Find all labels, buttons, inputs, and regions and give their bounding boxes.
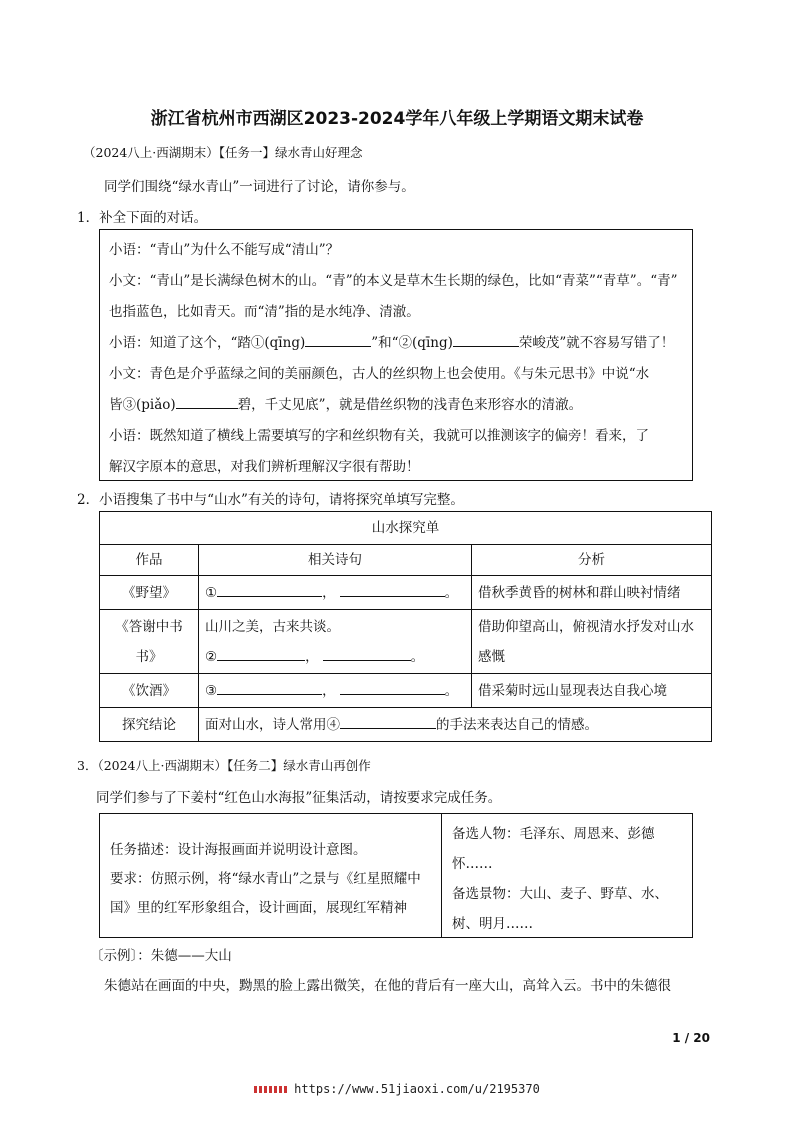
task-requirement: 要求：仿照示例，将“绿水青山”之景与《红星照耀中 <box>110 871 421 887</box>
q1-prompt: 补全下面的对话。 <box>99 210 208 226</box>
q1-number: 1． <box>77 210 100 226</box>
q2-number: 2． <box>77 492 100 508</box>
header-work: 作品 <box>100 545 199 576</box>
analysis-cell: 借秋季黄昏的树林和群山映衬情绪 <box>472 576 712 610</box>
task1-intro: 同学们围绕“绿水青山”一词进行了讨论，请你参与。 <box>104 179 415 195</box>
answer-blank-5a[interactable] <box>217 646 305 661</box>
table-row <box>100 610 712 674</box>
work-cell: 《野望》 <box>100 576 199 610</box>
site-logo-icon <box>254 1086 288 1093</box>
q3-intro: 同学们参与了下姜村“红色山水海报”征集活动，请按要求完成任务。 <box>96 790 502 806</box>
table-header-row <box>100 545 712 576</box>
example-text: 朱德站在画面的中央，黝黑的脸上露出微笑，在他的背后有一座大山，高耸入云。书中的朱德很 <box>104 978 671 994</box>
q3-header: （2024八上·西湖期末）【任务二】绿水青山再创作 <box>97 758 371 773</box>
analysis-cell: 借采菊时远山显现表达自我心境 <box>472 674 712 708</box>
explore-table <box>99 511 712 742</box>
q2-prompt: 小语搜集了书中与“山水”有关的诗句，请将探究单填写完整。 <box>99 492 464 508</box>
table-row <box>100 674 712 708</box>
footer-link[interactable] <box>0 1082 794 1096</box>
q2-label <box>77 488 464 508</box>
analysis-cell: 借助仰望高山，俯视清水抒发对山水感慨 <box>472 610 712 674</box>
table-row <box>100 708 712 742</box>
dialogue-line: 小文：青色是介乎蓝绿之间的美丽颜色，古人的丝织物上也会使用。《与朱元思书》中说“水 <box>109 366 650 382</box>
candidate-scenery: 备选景物：大山、麦子、野草、水、 <box>452 886 668 902</box>
answer-blank-4b[interactable] <box>340 582 445 597</box>
answer-blank-6b[interactable] <box>340 680 445 695</box>
task-description: 任务描述：设计海报画面并说明设计意图。 <box>110 842 367 858</box>
dialogue-line: 小文：“青山”是长满绿色树木的山。“青”的本义是草木生长期的绿色，比如“青菜”“青草”。“青” <box>109 273 678 289</box>
dialogue-line: 也指蓝色，比如青天。而“清”指的是水纯净、清澈。 <box>109 304 420 320</box>
poster-task-box <box>99 813 693 938</box>
verse-cell: 山川之美，古来共谈。 ② ， 。 <box>199 610 472 674</box>
page-title: 浙江省杭州市西湖区2023-2024学年八年级上学期语文期末试卷 <box>150 109 644 129</box>
dialogue-box <box>99 229 693 481</box>
q3-label <box>77 756 371 774</box>
candidate-people: 怀…… <box>452 856 493 872</box>
answer-blank-7[interactable] <box>340 714 436 729</box>
candidate-scenery: 树、明月…… <box>452 916 533 932</box>
verse-cell: ③ ， 。 <box>199 674 472 708</box>
page-number: 1 / 20 <box>672 1031 710 1045</box>
box-divider <box>441 814 442 937</box>
conclusion-label: 探究结论 <box>100 708 199 742</box>
dialogue-line: 小语：“青山”为什么不能写成“清山”？ <box>109 242 340 258</box>
verse-cell: ① ， 。 <box>199 576 472 610</box>
table-title: 山水探究单 <box>100 512 712 545</box>
task1-header: （2024八上·西湖期末）【任务一】绿水青山好理念 <box>83 145 363 160</box>
task-requirement: 国》里的红军形象组合，设计画面，展现红军精神 <box>110 900 407 916</box>
conclusion-cell: 面对山水，诗人常用④ 的手法来表达自己的情感。 <box>199 708 712 742</box>
answer-blank-2[interactable] <box>453 332 519 347</box>
answer-blank-5b[interactable] <box>323 646 411 661</box>
q1-label <box>77 206 207 226</box>
footer-url[interactable]: https://www.51jiaoxi.com/u/2195370 <box>294 1082 540 1096</box>
dialogue-line-fill: 皆③(piǎo) 碧，千丈见底”，就是借丝织物的浅青色来形容水的清澈。 <box>109 393 582 413</box>
answer-blank-1[interactable] <box>305 332 371 347</box>
work-cell: 《答谢中书书》 <box>100 610 199 674</box>
header-analysis: 分析 <box>472 545 712 576</box>
table-row <box>100 576 712 610</box>
q3-number: 3． <box>77 758 98 773</box>
table-title-row <box>100 512 712 545</box>
header-verse: 相关诗句 <box>199 545 472 576</box>
example-label: 〔示例〕：朱德——大山 <box>90 948 232 964</box>
work-cell: 《饮酒》 <box>100 674 199 708</box>
answer-blank-6a[interactable] <box>217 680 322 695</box>
dialogue-line: 解汉字原本的意思，对我们辨析理解汉字很有帮助！ <box>109 459 420 475</box>
candidate-people: 备选人物：毛泽东、周恩来、彭德 <box>452 826 655 842</box>
answer-blank-4a[interactable] <box>217 582 322 597</box>
dialogue-line-fill: 小语：知道了这个，“踏①(qīng) ”和“②(qīng) 荣峻茂”就不容易写错了！ <box>109 331 674 351</box>
answer-blank-3[interactable] <box>176 394 238 409</box>
dialogue-line: 小语：既然知道了横线上需要填写的字和丝织物有关，我就可以推测该字的偏旁！看来，了 <box>109 428 649 444</box>
